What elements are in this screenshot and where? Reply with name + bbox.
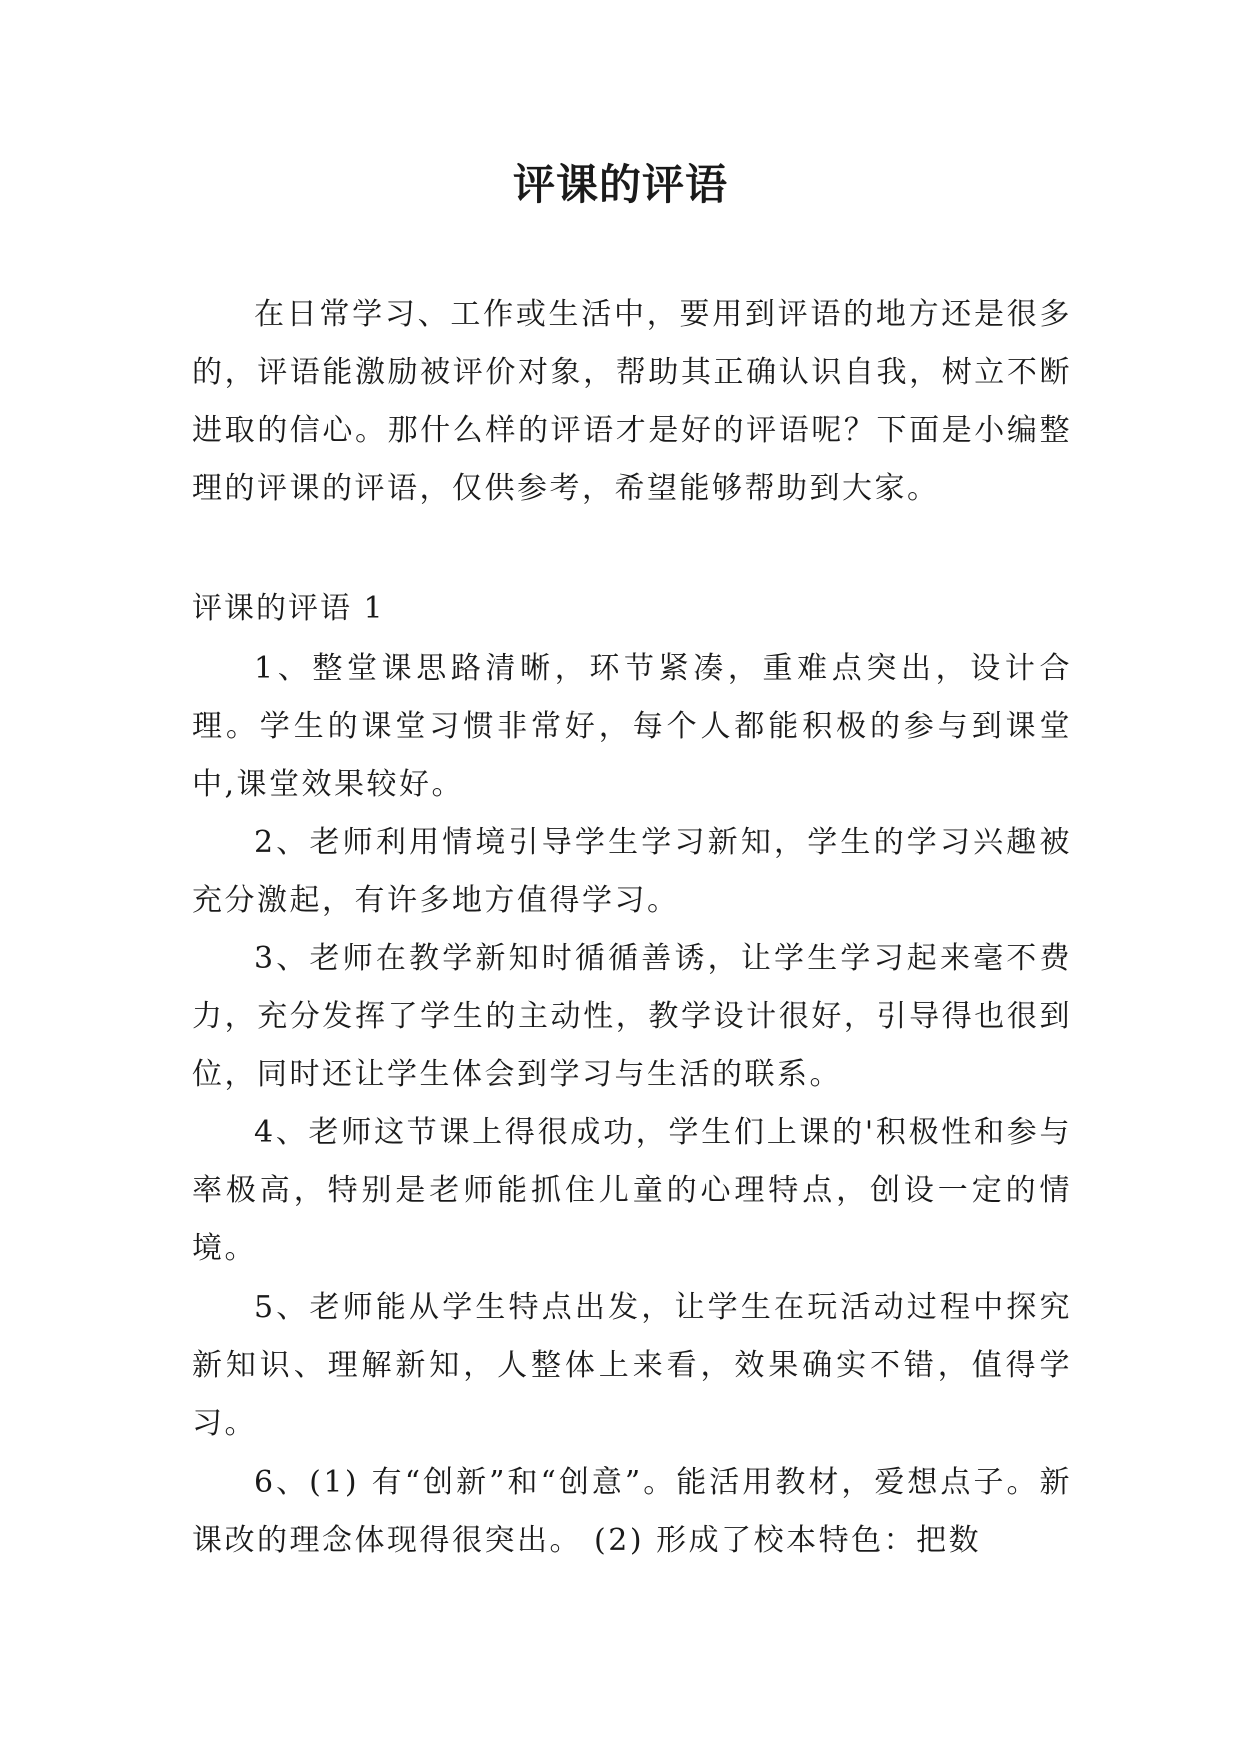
document-title: 评课的评语 (512, 160, 728, 209)
comment-item-1: 1、整堂课思路清晰，环节紧凑，重难点突出，设计合理。学生的课堂习惯非常好，每个人都能积极的参与到课堂中,课堂效果较好。 (192, 651, 1072, 802)
comment-item-2: 2、老师利用情境引导学生学习新知，学生的学习兴趣被充分激起，有许多地方值得学习。 (192, 825, 1072, 918)
comment-item-3: 3、老师在教学新知时循循善诱，让学生学习起来毫不费力，充分发挥了学生的主动性，教学设计很好，引导得也很到位，同时还让学生体会到学习与生活的联系。 (192, 941, 1072, 1092)
comment-item-5: 5、老师能从学生特点出发，让学生在玩活动过程中探究新知识、理解新知，人整体上来看，效果确实不错，值得学习。 (192, 1290, 1072, 1441)
comment-item-4: 4、老师这节课上得很成功，学生们上课的'积极性和参与率极高，特别是老师能抓住儿童的心理特点，创设一定的情境。 (192, 1115, 1072, 1266)
section-heading: 评课的评语 1 (192, 591, 385, 626)
intro-paragraph: 在日常学习、工作或生活中，要用到评语的地方还是很多的，评语能激励被评价对象，帮助其正确认识自我，树立不断进取的信心。那什么样的评语才是好的评语呢？下面是小编整理的评课的评语，仅供参考，希望能够帮助到大家。 (192, 297, 1072, 506)
comment-item-6: 6、(1) 有“创新”和“创意”。能活用教材，爱想点子。新课改的理念体现得很突出。 (2) 形成了校本特色：把数 (192, 1465, 1072, 1558)
